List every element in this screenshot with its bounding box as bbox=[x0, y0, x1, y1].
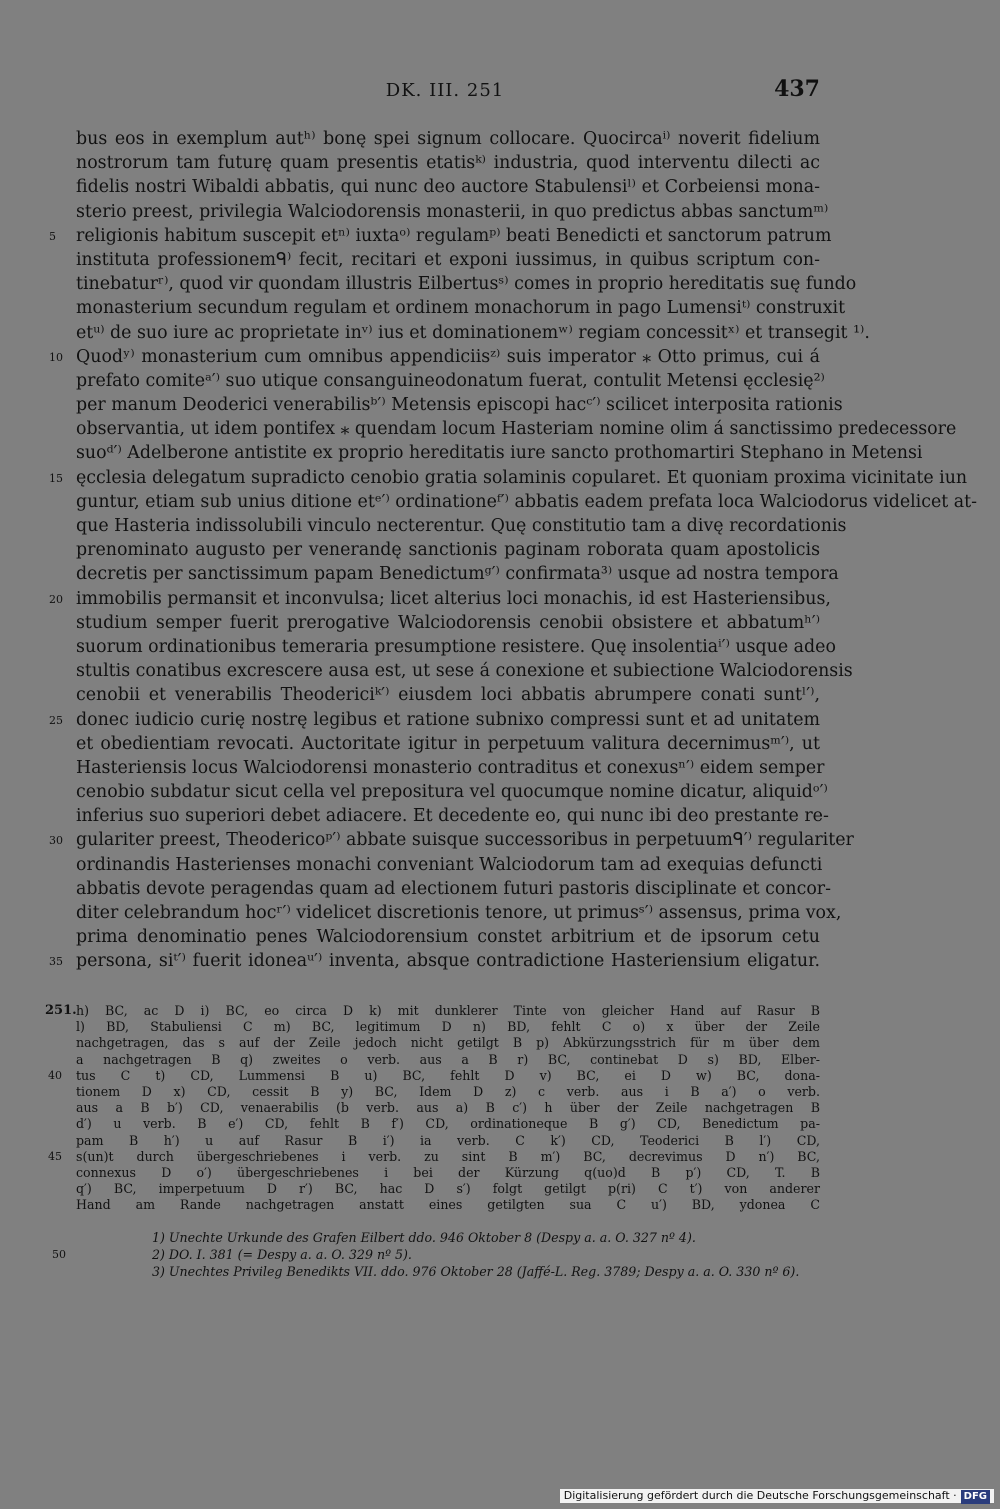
line-number: 20 bbox=[49, 592, 63, 606]
line-text: pam B h′) u auf Rasur B i′) ia verb. C k′) CD, Teoderici B l′) CD, bbox=[76, 1132, 820, 1148]
line-text: sterio preest, privilegia Walciodorensis monasterii, in quo predictus abbas sanctumᵐ⁾ bbox=[76, 201, 829, 222]
footnotes bbox=[52, 1229, 820, 1281]
line-text: diter celebrandum hocʳ′⁾ videlicet discretionis tenore, ut primusˢ′⁾ assensus, prima vox, bbox=[76, 903, 842, 923]
text-line bbox=[76, 611, 820, 635]
line-text: q′) BC, imperpetuum D r′) BC, hac D s′) folgt getilgt p(ri) C t′) von anderer bbox=[76, 1181, 820, 1197]
text-line bbox=[76, 756, 825, 780]
apparatus-label: 251. bbox=[45, 1003, 77, 1018]
line-text: suoᵈ′⁾ Adelberone antistite ex proprio hereditatis iure sancto prothomartiri Stephano in Metensi bbox=[76, 443, 923, 464]
text-line bbox=[76, 635, 836, 659]
line-text: tionem D x) CD, cessit B y) BC, Idem D z) c verb. aus i B a′) o verb. bbox=[76, 1083, 820, 1099]
line-text: s(un)t durch übergeschriebenes i verb. zu sint B m′) BC, decrevimus D n′) BC, bbox=[76, 1148, 820, 1164]
text-line bbox=[76, 369, 825, 393]
line-text: prima denominatio penes Walciodorensium constet arbitrium et de ipsorum cetu bbox=[76, 927, 820, 948]
text-line bbox=[76, 151, 820, 175]
text-line bbox=[76, 514, 847, 538]
text-line bbox=[76, 853, 823, 877]
text-line bbox=[49, 224, 832, 248]
text-line bbox=[76, 175, 820, 199]
text-line bbox=[76, 804, 829, 828]
line-text: tinebaturʳ⁾, quod vir quondam illustris Eilbertusˢ⁾ comes in proprio hereditatis suę fundo bbox=[76, 274, 857, 295]
line-text: per manum Deoderici venerabilisᵇ′⁾ Metensis episcopi hacᶜ′⁾ scilicet interposita rationis bbox=[76, 395, 843, 416]
line-number: 15 bbox=[49, 471, 63, 485]
line-text: ęcclesia delegatum supradicto cenobio gratia solaminis copularet. Et quoniam proxima vicinitate iun bbox=[76, 467, 968, 488]
text-line bbox=[76, 127, 820, 151]
text-line bbox=[49, 828, 854, 852]
line-text: guntur, etiam sub unius ditione etᵉ′⁾ ordinationeᶠ′⁾ abbatis eadem prefata loca Walciodorus videlicet at- bbox=[76, 491, 978, 512]
apparatus-line bbox=[76, 1133, 820, 1149]
line-text: gulariter preest, Theodericoᵖ′⁾ abbate suisque successoribus in perpetuumᑫ′⁾ regulariter bbox=[76, 830, 854, 851]
line-text: immobilis permansit et inconvulsa; licet alterius loci monachis, id est Hasteriensibus, bbox=[76, 588, 831, 609]
line-text: Hasteriensis locus Walciodorensi monasterio contraditus et conexusⁿ′⁾ eidem semper bbox=[76, 757, 825, 778]
line-text: religionis habitum suscepit etⁿ⁾ iuxtaᵒ⁾ regulamᵖ⁾ beati Benedicti et sanctorum patrum bbox=[76, 225, 832, 246]
running-header bbox=[70, 76, 820, 110]
text-line bbox=[76, 925, 820, 949]
text-line bbox=[76, 248, 820, 272]
line-text: observantia, ut idem pontifex ⁎ quendam locum Hasteriam nomine olim á sanctissimo predecessore bbox=[76, 419, 957, 440]
line-number: 25 bbox=[49, 713, 63, 727]
line-text: inferius suo superiori debet adiacere. Et decedente eo, qui nunc ibi deo prestante re- bbox=[76, 806, 829, 827]
line-number: 30 bbox=[49, 834, 63, 848]
line-text: Hand am Rande nachgetragen anstatt eines getilgten sua C u′) BD, ydonea C bbox=[76, 1197, 820, 1213]
apparatus-line bbox=[76, 1100, 820, 1116]
line-text: suorum ordinationibus temeraria presumptione resistere. Quę insolentiaⁱ′⁾ usque adeo bbox=[76, 636, 836, 657]
text-line bbox=[76, 296, 846, 320]
line-text: aus a B b′) CD, venaerabilis (b verb. aus a) B c′) h über der Zeile nachgetragen B bbox=[76, 1100, 820, 1116]
line-text: donec iudicio curię nostrę legibus et ratione subnixo compressi sunt et ad unitatem bbox=[76, 709, 820, 730]
text-line bbox=[49, 708, 820, 732]
line-text: ordinandis Hasterienses monachi conveniant Walciodorum tam ad exequias defuncti bbox=[76, 854, 823, 875]
line-text: connexus D o′) übergeschriebenes i bei der Kürzung q(uo)d B p′) CD, T. B bbox=[76, 1164, 820, 1180]
line-number: 50 bbox=[52, 1248, 66, 1262]
line-number: 35 bbox=[49, 955, 63, 969]
line-text: a nachgetragen B q) zweites o verb. aus a B r) BC, continebat D s) BD, Elber- bbox=[76, 1051, 820, 1067]
line-text: et obedientiam revocati. Auctoritate igitur in perpetuum valitura decernimusᵐ′⁾, ut bbox=[76, 733, 820, 754]
line-text: tus C t) CD, Lummensi B u) BC, fehlt D v) BC, ei D w) BC, dona- bbox=[76, 1067, 820, 1083]
apparatus-line bbox=[76, 1003, 820, 1019]
line-text: 3) Unechtes Privileg Benedikts VII. ddo. 976 Oktober 28 (Jaffé-L. Reg. 3789; Despy a. a. O. 330 nº 6). bbox=[152, 1264, 800, 1280]
apparatus-line bbox=[48, 1148, 820, 1165]
critical-apparatus bbox=[45, 1003, 820, 1213]
text-line bbox=[76, 538, 820, 562]
line-text: etᵘ⁾ de suo iure ac proprietate inᵛ⁾ ius et dominationemʷ⁾ regiam concessitˣ⁾ et transegit ¹⁾. bbox=[76, 322, 870, 343]
line-text: studium semper fuerit prerogative Walciodorensis cenobii obsistere et abbatumʰ′⁾ bbox=[76, 612, 820, 633]
text-line bbox=[76, 780, 828, 804]
line-text: que Hasteria indissolubili vinculo necterentur. Quę constitutio tam a divę recordationis bbox=[76, 516, 847, 536]
apparatus-line bbox=[76, 1019, 820, 1035]
line-text: 1) Unechte Urkunde des Grafen Eilbert ddo. 946 Oktober 8 (Despy a. a. O. 327 nº 4). bbox=[152, 1230, 696, 1245]
line-number: 45 bbox=[48, 1149, 62, 1163]
text-line bbox=[49, 949, 820, 973]
apparatus-line bbox=[76, 1084, 820, 1100]
line-text: cenobii et venerabilis Theodericiᵏ′⁾ eiusdem loci abbatis abrumpere conati suntˡ′⁾, bbox=[76, 685, 820, 706]
page-number: 437 bbox=[774, 76, 820, 102]
line-text: persona, siᵗ′⁾ fuerit idoneaᵘ′⁾ inventa, absque contradictione Hasteriensium eligatur. bbox=[76, 951, 820, 972]
dfg-logo-icon: DFG bbox=[961, 1490, 990, 1504]
footnote-line bbox=[52, 1246, 820, 1263]
text-line bbox=[76, 393, 843, 417]
line-text: prenominato augusto per venerandę sanctionis paginam roborata quam apostolicis bbox=[76, 540, 820, 561]
line-text: stultis conatibus excrescere ausa est, ut sese á conexione et subiectione Walciodorensis bbox=[76, 661, 853, 682]
line-text: prefato comiteᵃ′⁾ suo utique consanguineodonatum fuerat, contulit Metensi ęcclesię²⁾ bbox=[76, 370, 825, 391]
text-line bbox=[49, 466, 968, 490]
apparatus-line bbox=[48, 1067, 820, 1084]
apparatus-line bbox=[76, 1052, 820, 1068]
text-line bbox=[76, 732, 820, 756]
line-text: decretis per sanctissimum papam Benedictumᵍ′⁾ confirmata³⁾ usque ad nostra tempora bbox=[76, 564, 839, 585]
footnote-line bbox=[152, 1263, 820, 1280]
text-line bbox=[76, 659, 853, 683]
apparatus-line bbox=[76, 1197, 820, 1213]
credit-text: Digitalisierung gefördert durch die Deutsche Forschungsgemeinschaft · bbox=[563, 1489, 957, 1502]
text-line bbox=[76, 562, 839, 586]
line-number: 40 bbox=[48, 1068, 62, 1082]
line-number: 5 bbox=[49, 229, 56, 243]
line-text: fidelis nostri Wibaldi abbatis, qui nunc deo auctore Stabulensiˡ⁾ et Corbeiensi mona- bbox=[76, 177, 820, 198]
digitization-credit bbox=[560, 1489, 994, 1503]
text-line bbox=[76, 683, 820, 707]
text-line bbox=[76, 441, 923, 465]
line-text: d′) u verb. B e′) CD, fehlt B f′) CD, ordinationeque B g′) CD, Benedictum pa- bbox=[76, 1116, 820, 1132]
line-text: nachgetragen, das s auf der Zeile jedoch nicht getilgt B p) Abkürzungsstrich für m über dem bbox=[76, 1035, 820, 1051]
apparatus-line bbox=[76, 1116, 820, 1132]
text-line bbox=[76, 901, 842, 925]
line-text: h) BC, ac D i) BC, eo circa D k) mit dunklerer Tinte von gleicher Hand auf Rasur B bbox=[76, 1003, 820, 1018]
line-text: nostrorum tam futurę quam presentis etatisᵏ⁾ industria, quod interventu dilecti ac bbox=[76, 153, 820, 174]
line-text: l) BD, Stabuliensi C m) BC, legitimum D n) BD, fehlt C o) x über der Zeile bbox=[76, 1019, 820, 1035]
line-text: abbatis devote peragendas quam ad electionem futuri pastoris disciplinate et concor- bbox=[76, 878, 831, 899]
text-line bbox=[76, 272, 857, 296]
text-line bbox=[76, 877, 831, 901]
header-title: DK. III. 251 bbox=[385, 80, 505, 101]
text-line bbox=[76, 200, 829, 224]
text-line bbox=[76, 490, 978, 514]
line-text: instituta professionemᑫ⁾ fecit, recitari et exponi iussimus, in quibus scriptum con- bbox=[76, 249, 820, 270]
text-line bbox=[76, 417, 957, 441]
line-text: monasterium secundum regulam et ordinem monachorum in pago Lumensiᵗ⁾ construxit bbox=[76, 298, 846, 319]
apparatus-line bbox=[76, 1181, 820, 1197]
text-line bbox=[49, 587, 831, 611]
line-text: cenobio subdatur sicut cella vel prepositura vel quocumque nomine dicatur, aliquidᵒ′⁾ bbox=[76, 782, 828, 803]
line-text: 2) DO. I. 381 (= Despy a. a. O. 329 nº 5). bbox=[152, 1247, 412, 1263]
charter-text bbox=[49, 127, 978, 974]
text-line bbox=[76, 321, 870, 345]
line-text: bus eos in exemplum autʰ⁾ bonę spei signum collocare. Quocircaⁱ⁾ noverit fidelium bbox=[76, 129, 820, 149]
apparatus-line bbox=[76, 1035, 820, 1051]
apparatus-line bbox=[76, 1165, 820, 1181]
text-line bbox=[49, 345, 820, 369]
footnote-line bbox=[152, 1229, 820, 1246]
line-number: 10 bbox=[49, 350, 63, 364]
line-text: Quodʸ⁾ monasterium cum omnibus appendiciisᶻ⁾ suis imperator ⁎ Otto primus, cui á bbox=[76, 346, 820, 367]
